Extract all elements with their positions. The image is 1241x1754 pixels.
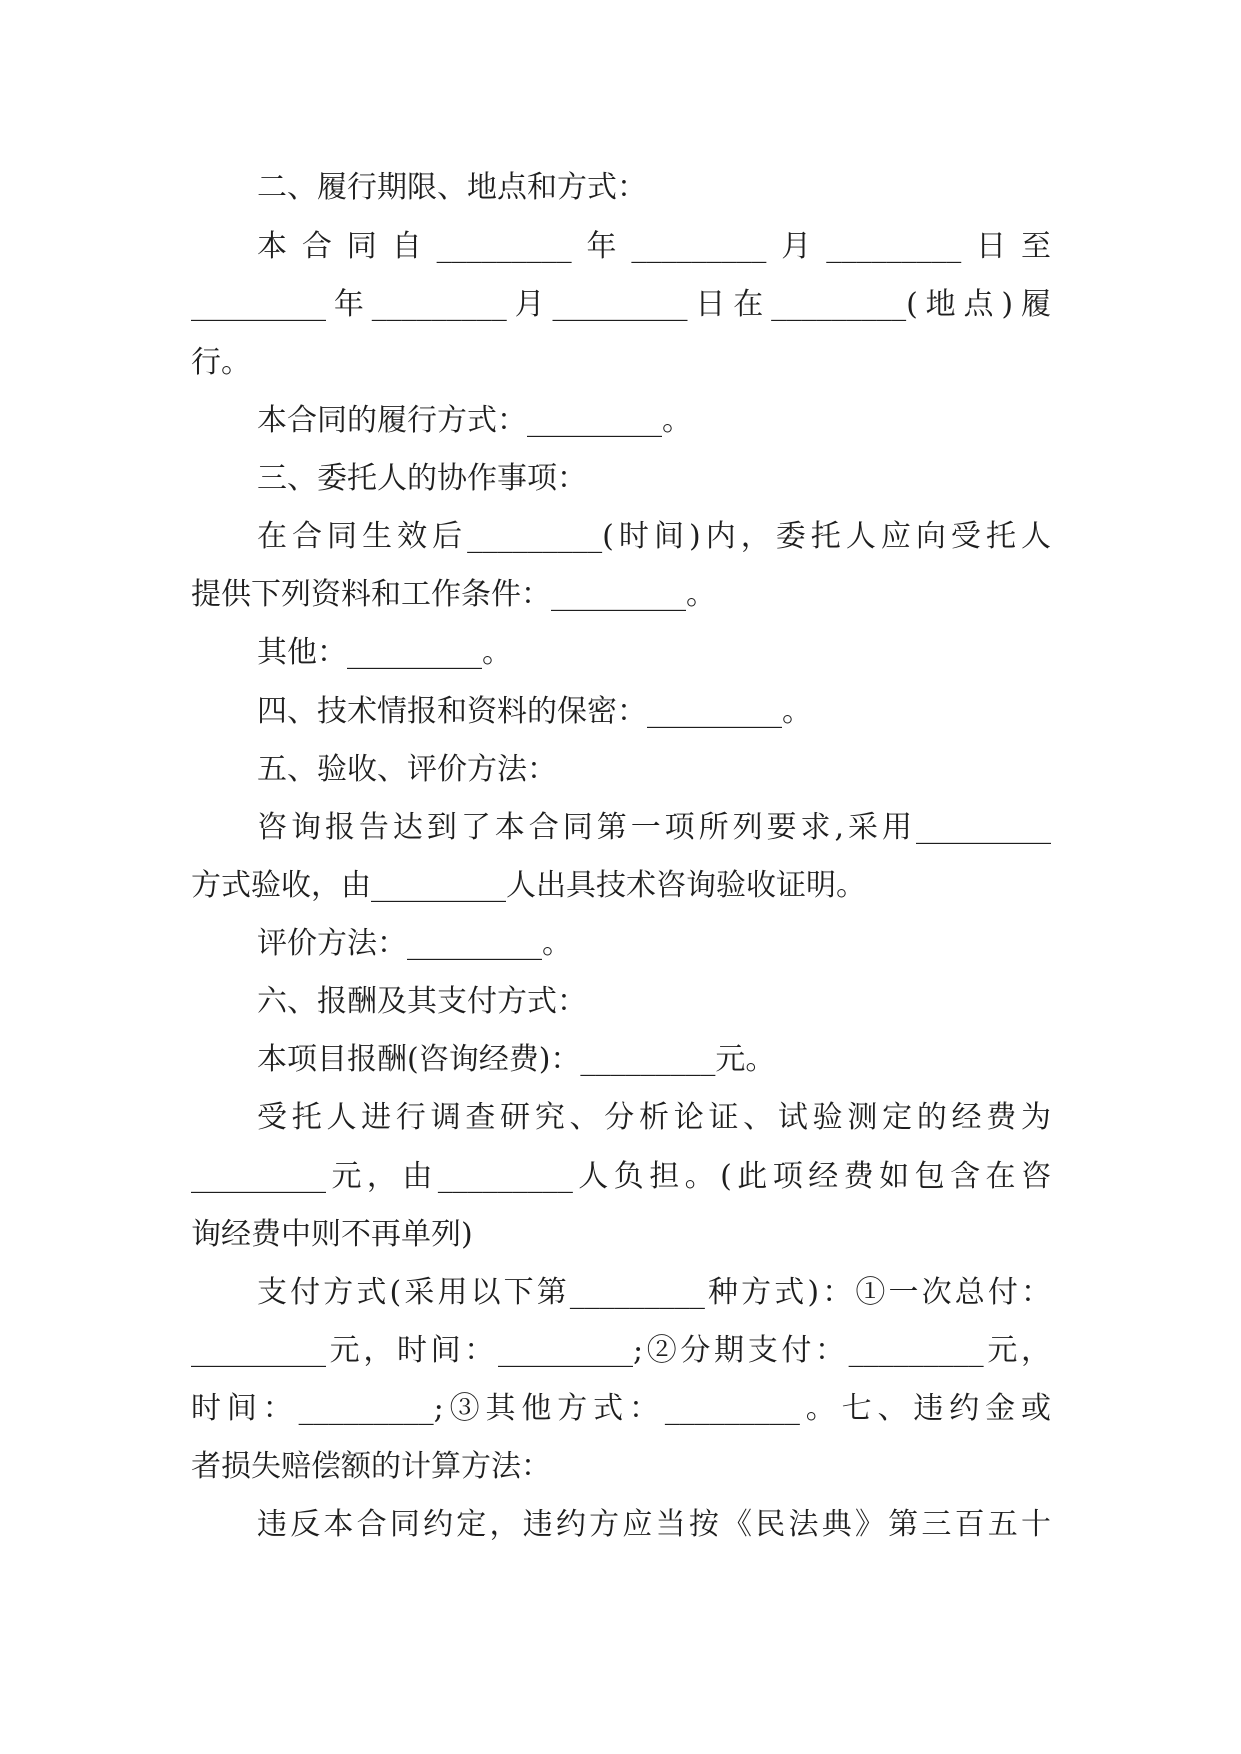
paragraph-line: 方式验收，由_________人出具技术咨询验收证明。 — [191, 868, 866, 903]
section-heading-6: 六、报酬及其支付方式： — [257, 984, 587, 1019]
paragraph-line: 本合同的履行方式：_________。 — [257, 403, 692, 438]
section-heading-3: 三、委托人的协作事项： — [257, 461, 587, 496]
paragraph-line: 在合同生效后_________(时间)内，委托人应向受托人 — [257, 519, 1051, 554]
paragraph-line: 支付方式(采用以下第_________种方式)：①一次总付： — [257, 1275, 1051, 1310]
paragraph-line: 本项目报酬(咨询经费)：_________元。 — [257, 1042, 776, 1077]
paragraph-line: _________年_________月_________日在_________(地点)履 — [191, 287, 1051, 322]
paragraph-line: 违反本合同约定，违约方应当按《民法典》第三百五十 — [257, 1507, 1051, 1542]
section-heading-2: 二、履行期限、地点和方式： — [257, 170, 647, 205]
paragraph-line: 提供下列资料和工作条件：_________。 — [191, 577, 716, 612]
paragraph-line: 本合同自_________年_________月_________日至 — [257, 229, 1051, 264]
paragraph-line: _________元，由_________人负担。(此项经费如包含在咨 — [191, 1159, 1051, 1194]
section-heading-4: 四、技术情报和资料的保密：_________。 — [257, 694, 812, 729]
paragraph-line: 询经费中则不再单列) — [191, 1217, 473, 1252]
paragraph-line: 评价方法：_________。 — [257, 926, 572, 961]
paragraph-line: 者损失赔偿额的计算方法： — [191, 1449, 551, 1484]
paragraph-line: 咨询报告达到了本合同第一项所列要求,采用_________ — [257, 810, 1051, 845]
paragraph-line: 行。 — [191, 345, 251, 380]
paragraph-line: _________元，时间：_________;②分期支付：_________元， — [191, 1333, 1051, 1368]
section-heading-5: 五、验收、评价方法： — [257, 752, 557, 787]
paragraph-line: 受托人进行调查研究、分析论证、试验测定的经费为 — [257, 1100, 1051, 1135]
paragraph-line: 时间：_________;③其他方式：_________。七、违约金或 — [191, 1391, 1051, 1426]
paragraph-line: 其他：_________。 — [257, 635, 512, 670]
